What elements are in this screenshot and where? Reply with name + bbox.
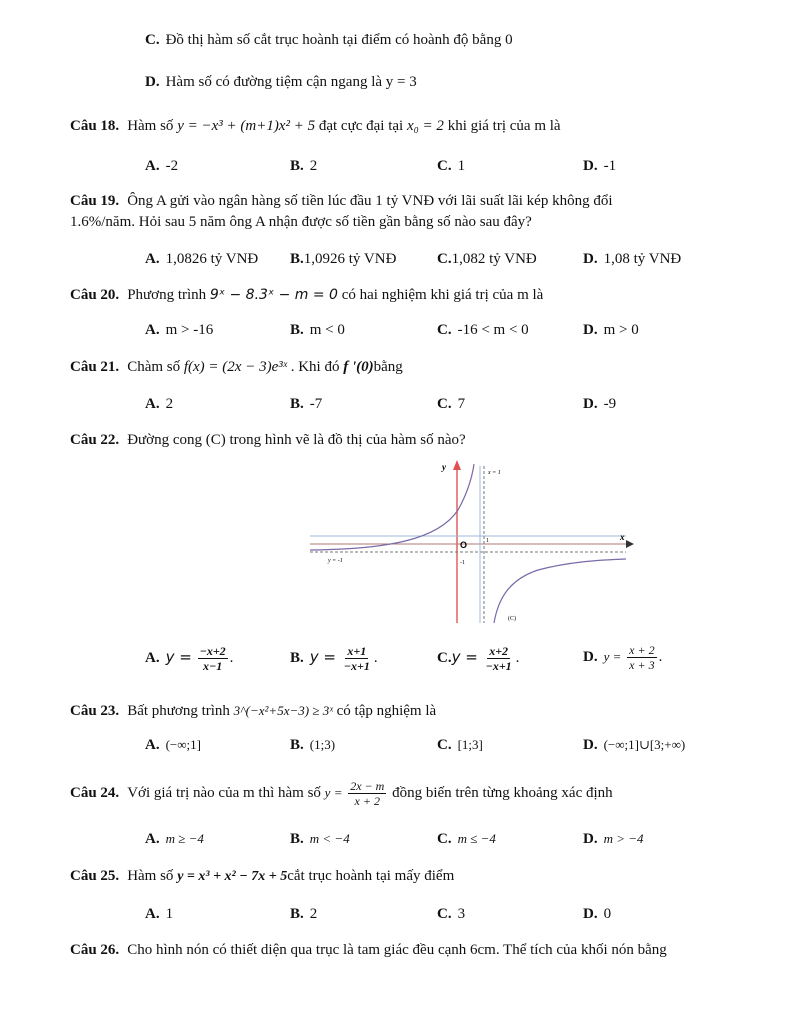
option-tail: .	[515, 650, 520, 666]
origin-label: O	[460, 540, 468, 550]
x-tick-label: 1	[486, 538, 489, 544]
question-text: khi giá trị của m là	[447, 118, 561, 134]
option-text: 0	[603, 906, 612, 922]
question-text: có hai nghiệm khi giá trị của m là	[341, 287, 544, 303]
denominator: −x+1	[343, 659, 370, 674]
question-20	[70, 285, 543, 305]
option-label: C.	[437, 396, 452, 412]
vertical-asymptote-label: x = 1	[488, 470, 501, 476]
numerator: x+2	[489, 644, 509, 659]
option-label: D.	[583, 649, 598, 665]
numerator: x+1	[347, 644, 367, 659]
option-d	[145, 72, 417, 92]
option-text: (1;3)	[309, 737, 336, 752]
question-text: bằng	[373, 359, 403, 375]
option-label: B.	[290, 906, 304, 922]
option-text: 7	[457, 396, 466, 412]
fraction	[198, 644, 228, 673]
question-21	[70, 357, 403, 377]
option-text: 1,0826 tỷ VNĐ	[165, 251, 259, 267]
question-text-cont: 1.6%/năm. Hỏi sau 5 năm ông A nhận được số tiền gần bằng số nào sau đây?	[70, 214, 532, 230]
option-text: 1	[457, 158, 466, 174]
x-axis-label: x	[620, 532, 625, 542]
option-label: B.	[290, 158, 304, 174]
y-axis-arrow-icon	[453, 460, 461, 470]
option-b[interactable]	[290, 394, 322, 414]
question-text: có tập nghiệm là	[336, 703, 437, 719]
option-text: 2	[309, 906, 318, 922]
function-graph	[308, 460, 634, 625]
numerator: −x+2	[199, 644, 226, 659]
option-c[interactable]	[437, 735, 483, 755]
numerator: x + 2	[629, 643, 655, 658]
option-label: D.	[583, 396, 598, 412]
question-number: Câu 25.	[70, 868, 120, 884]
option-a[interactable]	[145, 249, 258, 269]
question-number: Câu 18.	[70, 118, 120, 134]
option-b[interactable]	[290, 829, 350, 849]
formula: 9ˣ − 8.3ˣ − m = 0	[209, 287, 338, 303]
fraction	[484, 644, 514, 673]
option-label: D.	[583, 831, 598, 847]
option-label: A.	[145, 251, 160, 267]
option-a[interactable]	[145, 829, 204, 849]
option-b[interactable]	[290, 642, 378, 673]
option-text: 2	[165, 396, 174, 412]
option-text: 1,0926 tỷ VNĐ	[303, 251, 397, 267]
curve-label: (C)	[508, 616, 516, 622]
y-label: y =	[603, 649, 622, 664]
question-text: . Khi đó	[290, 359, 340, 375]
option-c[interactable]	[437, 156, 465, 176]
option-b[interactable]	[290, 249, 396, 269]
fraction	[627, 643, 656, 672]
option-text: Hàm số có đường tiệm cận ngang là y = 3	[165, 74, 417, 90]
option-a[interactable]	[145, 642, 233, 673]
question-number: Câu 21.	[70, 359, 120, 375]
option-text: -2	[165, 158, 179, 174]
option-b[interactable]	[290, 320, 345, 340]
option-label: D.	[583, 158, 598, 174]
option-label: D.	[583, 251, 598, 267]
question-24	[70, 776, 613, 810]
curve-right-branch	[494, 559, 626, 623]
question-number: Câu 19.	[70, 193, 120, 209]
option-b[interactable]	[290, 735, 335, 755]
horizontal-asymptote-label: y = -1	[328, 558, 343, 564]
question-number: Câu 23.	[70, 703, 120, 719]
denominator: x−1	[202, 659, 223, 674]
denominator: x + 3	[629, 658, 655, 673]
formula: 3^(−x²+5x−3) ≥ 3ˣ	[233, 703, 333, 718]
denominator: −x+1	[485, 659, 512, 674]
question-19	[70, 191, 613, 211]
option-d[interactable]	[583, 320, 639, 340]
option-label: A.	[145, 396, 160, 412]
question-text: Hàm số	[127, 868, 174, 884]
formula: x₀ = 2	[406, 118, 444, 134]
option-text: m ≥ −4	[165, 831, 204, 846]
option-b[interactable]	[290, 904, 317, 924]
option-label: A.	[145, 322, 160, 338]
x-axis-arrow-icon	[626, 540, 634, 548]
option-label: C.	[145, 32, 160, 48]
question-text: Bất phương trình	[127, 703, 230, 719]
question-text: đồng biến trên từng khoảng xác định	[392, 785, 613, 801]
option-d[interactable]	[583, 829, 644, 849]
question-22	[70, 430, 466, 450]
option-c[interactable]	[437, 394, 465, 414]
y-tick-label: -1	[460, 560, 465, 566]
option-tail: .	[229, 650, 234, 666]
formula: f '(0)	[343, 359, 374, 375]
question-18	[70, 116, 561, 136]
question-25	[70, 866, 454, 887]
option-label: B.	[290, 396, 304, 412]
question-text: Hàm số	[127, 118, 174, 134]
numerator: 2x − m	[350, 779, 385, 794]
option-text: 2	[309, 158, 318, 174]
option-b[interactable]	[290, 156, 317, 176]
option-label: D.	[583, 737, 598, 753]
option-label: C.	[437, 737, 452, 753]
option-text: (−∞;1]	[165, 737, 201, 752]
question-number: Câu 24.	[70, 785, 120, 801]
question-number: Câu 22.	[70, 432, 120, 448]
option-label: D.	[583, 322, 598, 338]
formula: y = x³ + x² − 7x + 5	[177, 869, 288, 884]
option-a[interactable]	[145, 320, 213, 340]
y-label: y =	[324, 785, 343, 800]
option-text: 1	[165, 906, 174, 922]
option-text: -16 < m < 0	[457, 322, 529, 338]
option-text: 1,082 tỷ VNĐ	[451, 251, 537, 267]
option-c[interactable]	[437, 642, 519, 673]
question-text: đạt cực đại tại	[318, 118, 404, 134]
option-label: C.	[437, 322, 452, 338]
option-text: Đồ thị hàm số cắt trục hoành tại điểm có hoành độ bằng 0	[165, 32, 513, 48]
option-label: B.	[290, 831, 304, 847]
question-26	[70, 940, 667, 960]
y-axis-label: y	[442, 462, 446, 472]
option-label: B.	[290, 322, 304, 338]
option-text: 3	[457, 906, 466, 922]
option-c[interactable]	[437, 320, 529, 340]
option-label: D.	[583, 906, 598, 922]
option-text: m > -16	[165, 322, 214, 338]
option-a[interactable]	[145, 394, 173, 414]
option-text: m > 0	[603, 322, 639, 338]
option-label: C.	[437, 906, 452, 922]
option-tail: .	[658, 649, 663, 665]
question-text: Với giá trị nào của m thì hàm số	[127, 785, 321, 801]
option-a[interactable]	[145, 904, 173, 924]
question-text: Chàm số	[127, 359, 181, 375]
option-text: -9	[603, 396, 617, 412]
option-label: A.	[145, 158, 160, 174]
option-label: C.	[437, 158, 452, 174]
option-text: 1,08 tỷ VNĐ	[603, 251, 682, 267]
formula: y = −x³ + (m+1)x² + 5	[177, 118, 316, 134]
option-d[interactable]	[583, 904, 611, 924]
option-text: (−∞;1]∪[3;+∞)	[603, 737, 686, 752]
option-text: [1;3]	[457, 737, 483, 752]
option-label: B.	[290, 737, 304, 753]
option-tail: .	[373, 650, 378, 666]
option-label: C.	[437, 650, 452, 666]
question-23	[70, 701, 436, 721]
question-text: cắt trục hoành tại mấy điểm	[287, 868, 455, 884]
question-text: Cho hình nón có thiết diện qua trục là tam giác đều cạnh 6cm. Thể tích của khối nón bằng	[127, 942, 667, 958]
fraction	[348, 779, 386, 808]
option-label: B.	[290, 650, 304, 666]
denominator: x + 2	[354, 794, 380, 809]
option-text: m < 0	[309, 322, 345, 338]
option-text: m ≤ −4	[457, 831, 496, 846]
option-label: C.	[437, 251, 452, 267]
option-c[interactable]	[437, 829, 496, 849]
y-label: y =	[309, 648, 336, 666]
option-label: B.	[290, 251, 304, 267]
option-c[interactable]	[437, 249, 537, 269]
option-c	[145, 30, 513, 50]
option-label: C.	[437, 831, 452, 847]
option-d[interactable]	[583, 156, 616, 176]
curve-left-branch	[310, 464, 474, 550]
option-text: -1	[603, 158, 617, 174]
option-text: m > −4	[603, 831, 644, 846]
option-a[interactable]	[145, 156, 178, 176]
question-number: Câu 26.	[70, 942, 120, 958]
question-number: Câu 20.	[70, 287, 120, 303]
y-label: y =	[165, 648, 192, 666]
option-label: A.	[145, 831, 160, 847]
option-d[interactable]	[583, 394, 616, 414]
option-d[interactable]	[583, 735, 685, 755]
option-text: m < −4	[309, 831, 350, 846]
option-text: -7	[309, 396, 323, 412]
option-label: A.	[145, 906, 160, 922]
formula: f(x) = (2x − 3)e³ˣ	[183, 359, 287, 375]
option-d[interactable]	[583, 249, 681, 269]
question-text: Ông A gửi vào ngân hàng số tiền lúc đầu 1 tỷ VNĐ với lãi suất lãi kép không đổi	[127, 193, 613, 209]
option-label: D.	[145, 74, 160, 90]
option-label: A.	[145, 650, 160, 666]
option-c[interactable]	[437, 904, 465, 924]
y-label: y =	[451, 648, 478, 666]
question-text: Đường cong (C) trong hình vẽ là đồ thị của hàm số nào?	[127, 432, 466, 448]
fraction	[342, 644, 372, 673]
option-d[interactable]	[583, 642, 662, 672]
question-text: Phương trình	[127, 287, 207, 303]
option-a[interactable]	[145, 735, 201, 755]
option-label: A.	[145, 737, 160, 753]
